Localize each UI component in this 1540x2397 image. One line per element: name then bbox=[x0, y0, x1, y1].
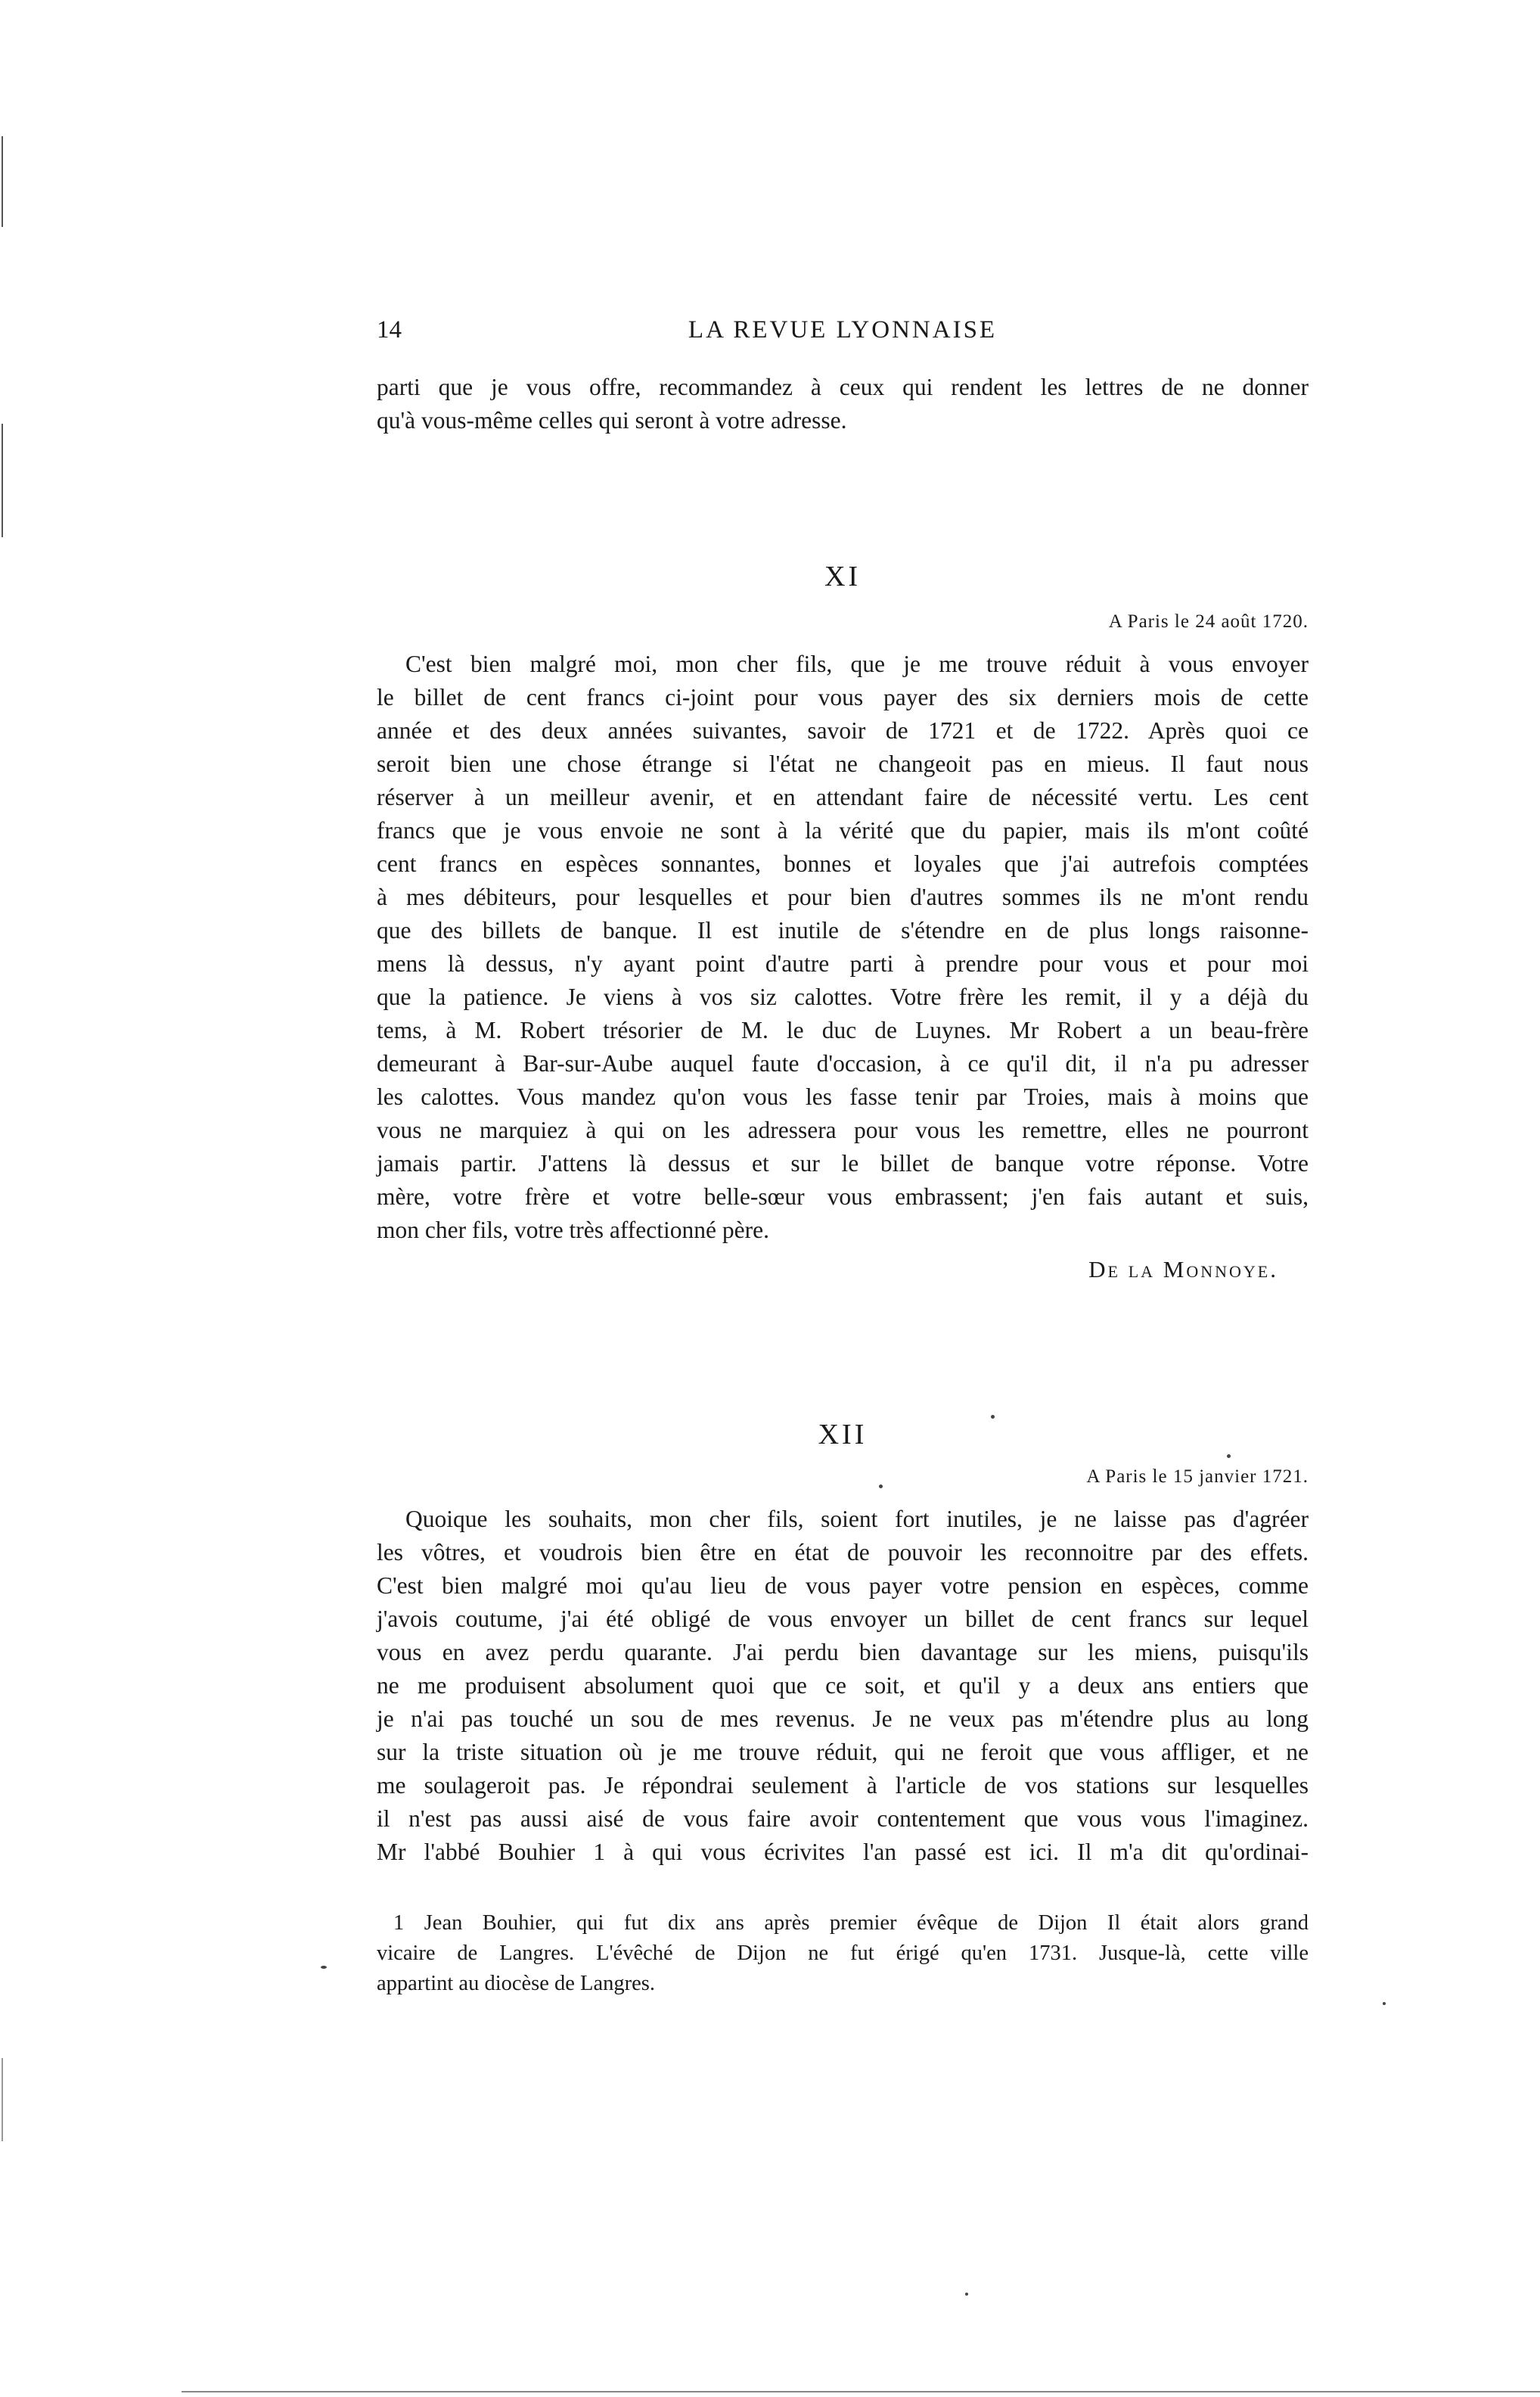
footnote-line: vicaire de Langres. L'évêché de Dijon ne fut érigé qu'en 1731. Jusque-là, cette ville bbox=[377, 1942, 1309, 1965]
scan-speck bbox=[965, 2293, 968, 2296]
running-head bbox=[377, 316, 1309, 354]
continuation-line: qu'à vous-même celles qui seront à votre adresse. bbox=[377, 407, 847, 434]
letter-xii-line: les vôtres, et voudrois bien être en état de pouvoir les reconnoitre par des effets. bbox=[377, 1539, 1309, 1565]
letter-xi-numeral: XI bbox=[824, 561, 862, 592]
continuation-line: parti que je vous offre, recommandez à ceux qui rendent les lettres de ne donner bbox=[377, 374, 1309, 400]
footnote-line: 1 Jean Bouhier, qui fut dix ans après premier évêque de Dijon Il était alors grand bbox=[393, 1911, 1309, 1935]
scan-speck bbox=[1383, 2002, 1386, 2005]
letter-xii-line: Quoique les souhaits, mon cher fils, soient fort inutiles, je ne laisse pas d'agréer bbox=[405, 1506, 1309, 1532]
letter-xi-line: réserver à un meilleur avenir, et en attendant faire de nécessité vertu. Les cent bbox=[377, 784, 1309, 810]
letter-xii-numeral: XII bbox=[818, 1419, 868, 1450]
letter-xii-line: vous en avez perdu quarante. J'ai perdu bien davantage sur les miens, puisqu'ils bbox=[377, 1639, 1309, 1665]
letter-xii-line: me soulageroit pas. Je répondrai seulement à l'article de vos stations sur lesquelles bbox=[377, 1772, 1309, 1799]
letter-xi-line: cent francs en espèces sonnantes, bonnes et loyales que j'ai autrefois comptées bbox=[377, 850, 1309, 877]
scan-edge-mark bbox=[2, 2058, 3, 2141]
letter-xi-line: les calottes. Vous mandez qu'on vous les fasse tenir par Troies, mais à moins que bbox=[377, 1083, 1309, 1110]
letter-xi-line: année et des deux années suivantes, savoir de 1721 et de 1722. Après quoi ce bbox=[377, 717, 1309, 744]
letter-xi-line: jamais partir. J'attens là dessus et sur le billet de banque votre réponse. Votre bbox=[377, 1150, 1309, 1177]
letter-xi-line: que des billets de banque. Il est inutile de s'étendre en de plus longs raisonne- bbox=[377, 917, 1309, 944]
letter-xi-line: le billet de cent francs ci-joint pour vous payer des six derniers mois de cette bbox=[377, 684, 1309, 710]
letter-xi-line: francs que je vous envoie ne sont à la vérité que du papier, mais ils m'ont coûté bbox=[377, 817, 1309, 844]
letter-xi-line: C'est bien malgré moi, mon cher fils, que je me trouve réduit à vous envoyer bbox=[405, 651, 1309, 677]
letter-xii-line: il n'est pas aussi aisé de vous faire avoir contentement que vous vous l'imaginez. bbox=[377, 1805, 1309, 1832]
letter-xii-line: Mr l'abbé Bouhier 1 à qui vous écrivites l'an passé est ici. Il m'a dit qu'ordinai- bbox=[377, 1839, 1309, 1865]
scan-speck bbox=[1227, 1454, 1231, 1458]
letter-xi-line: mens là dessus, n'y ayant point d'autre parti à prendre pour vous et pour moi bbox=[377, 950, 1309, 977]
letter-xi-line: mon cher fils, votre très affectionné père. bbox=[377, 1217, 769, 1243]
letter-xi-line: vous ne marquiez à qui on les adressera pour vous les remettre, elles ne pourront bbox=[377, 1117, 1309, 1143]
letter-xii-line: C'est bien malgré moi qu'au lieu de vous payer votre pension en espèces, comme bbox=[377, 1572, 1309, 1599]
letter-xi-line: tems, à M. Robert trésorier de M. le duc de Luynes. Mr Robert a un beau-frère bbox=[377, 1017, 1309, 1043]
scan-speck bbox=[321, 1966, 327, 1969]
letter-xii-line: sur la triste situation où je me trouve réduit, qui ne feroit que vous affliger, et ne bbox=[377, 1739, 1309, 1765]
scan-speck bbox=[879, 1485, 883, 1488]
letter-xi-line: que la patience. Je viens à vos siz calottes. Votre frère les remit, il y a déjà du bbox=[377, 984, 1309, 1010]
footnote-line: appartint au diocèse de Langres. bbox=[377, 1972, 655, 1995]
journal-title: LA REVUE LYONNAISE bbox=[688, 316, 998, 344]
scan-bottom-edge bbox=[182, 2391, 1540, 2392]
letter-xii-dateline: A Paris le 15 janvier 1721. bbox=[1086, 1466, 1309, 1487]
letter-xi-line: mère, votre frère et votre belle-sœur vous embrassent; j'en fais autant et suis, bbox=[377, 1183, 1309, 1210]
letter-xi-dateline: A Paris le 24 août 1720. bbox=[1108, 611, 1309, 632]
letter-xi-line: demeurant à Bar-sur-Aube auquel faute d'occasion, à ce qu'il dit, il n'a pu adresser bbox=[377, 1050, 1309, 1077]
scan-edge-mark bbox=[2, 136, 3, 227]
letter-xii-line: ne me produisent absolument quoi que ce soit, et qu'il y a deux ans entiers que bbox=[377, 1672, 1309, 1699]
letter-xi-signature: De la Monnoye. bbox=[1088, 1256, 1278, 1282]
letter-xi-line: seroit bien une chose étrange si l'état ne changeoit pas en mieus. Il faut nous bbox=[377, 751, 1309, 777]
letter-xi-line: à mes débiteurs, pour lesquelles et pour bien d'autres sommes ils ne m'ont rendu bbox=[377, 884, 1309, 910]
page-number: 14 bbox=[377, 316, 402, 344]
letter-xii-line: je n'ai pas touché un sou de mes revenus. Je ne veux pas m'étendre plus au long bbox=[377, 1705, 1309, 1732]
letter-xii-line: j'avois coutume, j'ai été obligé de vous envoyer un billet de cent francs sur lequel bbox=[377, 1606, 1309, 1632]
scan-edge-mark bbox=[2, 424, 3, 537]
